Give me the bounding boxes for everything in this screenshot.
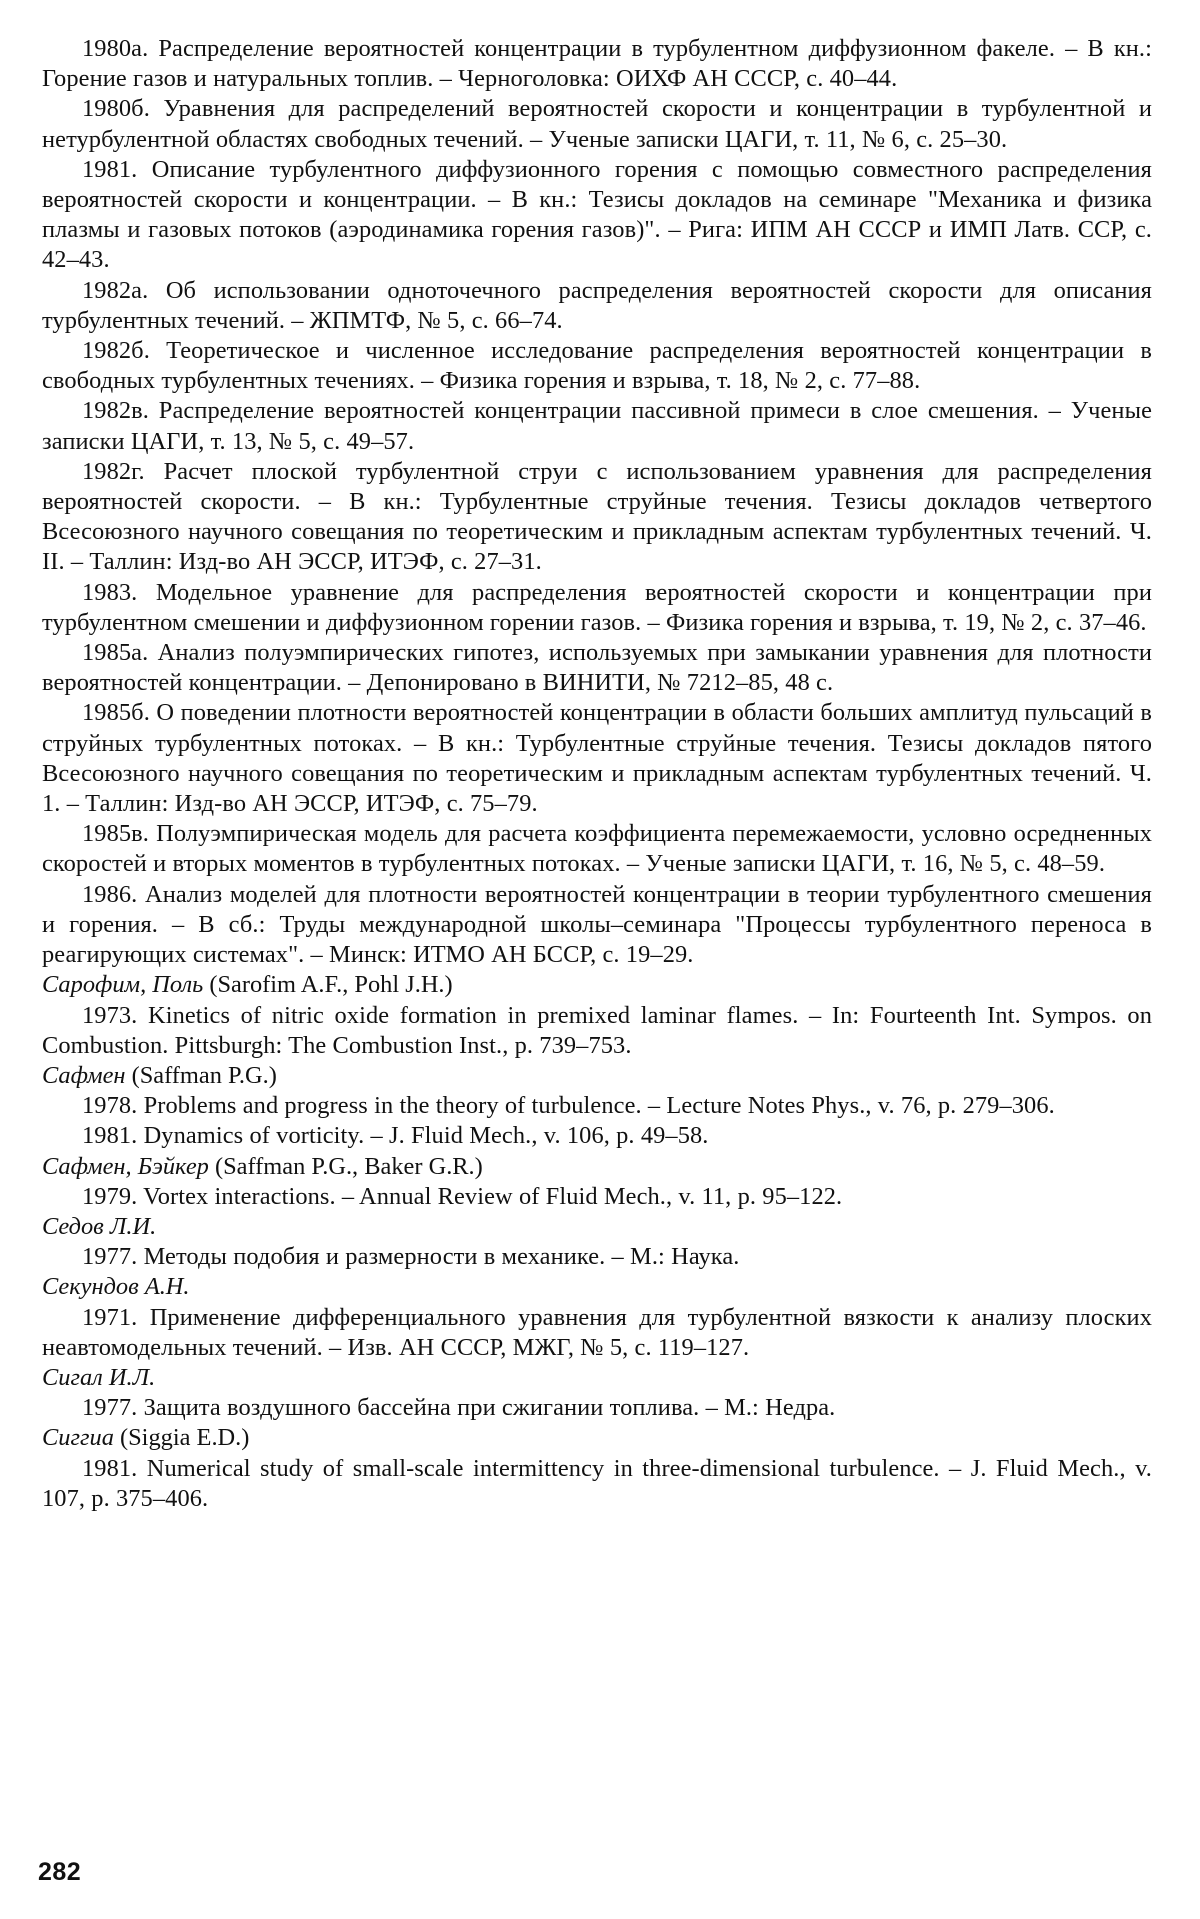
author-heading (42, 1423, 1152, 1453)
bibliography-entry: 1982а. Об использовании одноточечного распределения вероятностей скорости для описания турбулентных течений. – ЖПМТФ, № 5, с. 66–74. (42, 276, 1152, 334)
author-latin-name: (Saffman P.G.) (125, 1061, 277, 1089)
bibliography-entry: 1985б. О поведении плотности вероятностей концентрации в области больших амплитуд пульсаций в струйных турбулентных потоках. – В кн.: Турбулентные струйные течения. Тезисы докладов пятого Всесоюзного научного совещания по теоретическим и прикладным аспектам турбулентных течений. Ч. 1. – Таллин: Изд-во АН ЭССР, ИТЭФ, с. 75–79. (42, 699, 1152, 818)
bibliography-entry: 1982г. Расчет плоской турбулентной струи с использованием уравнения для распределения вероятностей скорости. – В кн.: Турбулентные струйные течения. Тезисы докладов четвертого Всесоюзного научного совещания по теоретическим и прикладным аспектам турбулентных течений. Ч. II. – Таллин: Изд-во АН ЭССР, ИТЭФ, с. 27–31. (42, 457, 1152, 576)
author-heading (42, 1272, 1152, 1302)
bibliography-entry: 1982в. Распределение вероятностей концентрации пассивной примеси в слое смешения. – Ученые записки ЦАГИ, т. 13, № 5, с. 49–57. (42, 397, 1152, 455)
author-name: Сафмен (42, 1061, 126, 1089)
bibliography-list (42, 34, 1152, 1514)
author-name: Сигал И.Л. (42, 1363, 156, 1391)
author-latin-name: (Sarofim A.F., Pohl J.H.) (203, 971, 453, 999)
bibliography-entry: 1986. Анализ моделей для плотности вероятностей концентрации в теории турбулентного смешения и горения. – В сб.: Труды международной школы–семинара "Процессы турбулентного переноса в реагирующих системах". – Минск: ИТМО АН БССР, с. 19–29. (42, 880, 1152, 969)
author-latin-name: (Saffman P.G., Baker G.R.) (208, 1152, 483, 1180)
bibliography-entry: 1985в. Полуэмпирическая модель для расчета коэффициента перемежаемости, условно осредненных скоростей и вторых моментов в турбулентных потоках. – Ученые записки ЦАГИ, т. 16, № 5, с. 48–59. (42, 820, 1152, 878)
bibliography-entry: 1971. Применение дифференциального уравнения для турбулентной вязкости к анализу плоских неавтомодельных течений. – Изв. АН СССР, МЖГ, № 5, с. 119–127. (42, 1303, 1152, 1361)
bibliography-entry: 1981. Numerical study of small-scale intermittency in three-dimensional turbulence. – J. Fluid Mech., v. 107, p. 375–406. (42, 1454, 1152, 1512)
bibliography-entry: 1985а. Анализ полуэмпирических гипотез, используемых при замыкании уравнения для плотности вероятностей концентрации. – Депонировано в ВИНИТИ, № 7212–85, 48 с. (42, 639, 1152, 697)
bibliography-entry: 1983. Модельное уравнение для распределения вероятностей скорости и концентрации при турбулентном смешении и диффузионном горении газов. – Физика горения и взрыва, т. 19, № 2, с. 37–46. (42, 578, 1152, 636)
author-heading (42, 1363, 1152, 1393)
author-heading (42, 1061, 1152, 1091)
bibliography-entry: 1979. Vortex interactions. – Annual Review of Fluid Mech., v. 11, p. 95–122. (82, 1182, 843, 1210)
author-heading (42, 970, 1152, 1000)
author-heading (42, 1212, 1152, 1242)
author-name: Секундов А.Н. (42, 1273, 190, 1301)
bibliography-entry: 1977. Методы подобия и размерности в механике. – М.: Наука. (82, 1243, 740, 1271)
author-name: Сафмен, Бэйкер (42, 1152, 209, 1180)
author-name: Седов Л.И. (42, 1212, 157, 1240)
bibliography-entry: 1980а. Распределение вероятностей концентрации в турбулентном диффузионном факеле. – В кн.: Горение газов и натуральных топлив. – Черноголовка: ОИХФ АН СССР, с. 40–44. (42, 35, 1152, 93)
author-name: Сиггиа (42, 1424, 114, 1452)
author-latin-name: (Siggia E.D.) (113, 1424, 250, 1452)
author-heading (42, 1152, 1152, 1182)
bibliography-entry: 1977. Защита воздушного бассейна при сжигании топлива. – М.: Недра. (82, 1394, 836, 1422)
author-name: Сарофим, Поль (42, 971, 204, 999)
bibliography-entry: 1973. Kinetics of nitric oxide formation in premixed laminar flames. – In: Fourteenth Int. Sympos. on Combustion. Pittsburgh: The Combustion Inst., p. 739–753. (42, 1001, 1152, 1059)
bibliography-entry: 1982б. Теоретическое и численное исследование распределения вероятностей концентрации в свободных турбулентных течениях. – Физика горения и взрыва, т. 18, № 2, с. 77–88. (42, 337, 1152, 395)
bibliography-entry: 1978. Problems and progress in the theory of turbulence. – Lecture Notes Phys., v. 76, p. 279–306. (82, 1092, 1055, 1120)
bibliography-entry: 1981. Описание турбулентного диффузионного горения с помощью совместного распределения вероятностей скорости и концентрации. – В кн.: Тезисы докладов на семинаре "Механика и физика плазмы и газовых потоков (аэродинамика горения газов)". – Рига: ИПМ АН СССР и ИМП Латв. ССР, с. 42–43. (42, 155, 1152, 274)
bibliography-entry: 1981. Dynamics of vorticity. – J. Fluid Mech., v. 106, p. 49–58. (82, 1122, 709, 1150)
page-number: 282 (38, 1858, 82, 1886)
bibliography-entry: 1980б. Уравнения для распределений вероятностей скорости и концентрации в турбулентной и нетурбулентной областях свободных течений. – Ученые записки ЦАГИ, т. 11, № 6, с. 25–30. (42, 95, 1152, 153)
